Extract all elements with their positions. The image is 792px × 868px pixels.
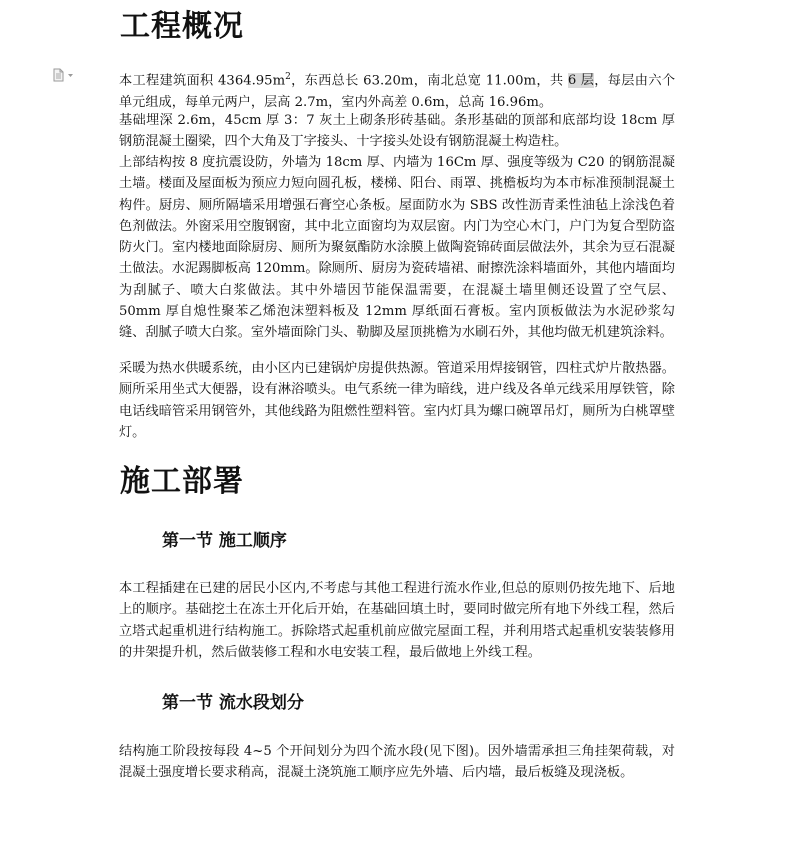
paragraph-heating-electrical: 采暖为热水供暖系统，由小区内已建锅炉房提供热源。管道采用焊接钢管，四柱式炉片散热器。厕所采用坐式大便器，设有淋浴喷头。电气系统一律为暗线，进户线及各单元线采用厚铁管，除电话线暗管采用钢管外，其他线路为阻燃性塑料管。室内灯具为螺口碗罩吊灯，厕所为白桃罩壁灯。 xyxy=(119,361,675,440)
text-dimensions: ，东西总长 63.20m，南北总宽 11.00m，共 xyxy=(290,73,568,89)
highlighted-floors: 6 层 xyxy=(567,73,595,89)
paragraph-flow-segments: 结构施工阶段按每段 4~5 个开间划分为四个流水段(见下图)。因外墙需承担三角挂架荷载，对混凝土强度增长要求稍高，混凝土浇筑施工顺序应先外墙、后内墙，最后板缝及现浇板。 xyxy=(119,744,675,781)
paragraph-structure: 上部结构按 8 度抗震设防，外墙为 18cm 厚、内墙为 16Cm 厚、强度等级为 C20 的钢筋混凝土墙。楼面及屋面板为预应力短向圆孔板，楼梯、阳台、雨罩、挑檐板均为本市标准预制混凝土构件。厨房、厕所隔墙采用增强石膏空心条板。屋面防水为 SBS 改性沥青柔性油毡上涂浅色着色剂做法。外窗采用空腹钢窗，其中北立面窗均为双层窗。内门为空心木门，户门为复合型防盗防火门。室内楼地面除厨房、厕所为聚氨酯防水涂膜上做陶瓷锦砖面层做法外，其余为豆石混凝土做法。水泥踢脚板高 120mm。除厕所、厨房为瓷砖墙裙、耐擦洗涂料墙面外，其他内墙面均为刮腻子、喷大白浆做法。其中外墙因节能保温需要，在混凝土墙里侧还设置了空气层、50mm 厚自熄性聚苯乙烯泡沫塑料板及 12mm 厚纸面石膏板。室内顶板做法为水泥砂浆勾缝、刮腻子喷大白浆。室外墙面除门头、勒脚及屋顶挑檐为水刷石外，其他均做无机建筑涂料。 xyxy=(119,155,675,341)
subheading-construction-sequence: 第一节 施工顺序 xyxy=(162,531,287,551)
document-icon[interactable] xyxy=(53,68,75,82)
subheading-flow-segments: 第一节 流水段划分 xyxy=(162,693,304,713)
paragraph-foundation: 基础埋深 2.6m，45cm 厚 3：7 灰土上砌条形砖基础。条形基础的顶部和底部均设 18cm 厚钢筋混凝土圈梁，四个大角及丁字接头、十字接头处设有钢筋混凝土构造柱。 xyxy=(119,113,675,150)
text-units: ，每层由六个单元组成，每单元两户，层高 2.7m，室内外高差 0.6m，总高 16.96m。 xyxy=(119,73,676,110)
heading-construction-deployment: 施工部署 xyxy=(120,464,244,499)
heading-project-overview: 工程概况 xyxy=(120,9,244,44)
paragraph-building-overview xyxy=(119,67,675,113)
text-area: 本工程建筑面积 4364.95m xyxy=(119,73,286,89)
paragraph-construction-sequence: 本工程插建在已建的居民小区内,不考虑与其他工程进行流水作业,但总的原则仍按先地下、后地上的顺序。基础挖土在冻土开化后开始，在基础回填土时，要同时做完所有地下外线工程，然后立塔式起重机进行结构施工。拆除塔式起重机前应做完屋面工程，并利用塔式起重机安装装修用的井架提升机，然后做装修工程和水电安装工程，最后做地上外线工程。 xyxy=(119,581,675,660)
superscript: 2 xyxy=(285,72,291,82)
